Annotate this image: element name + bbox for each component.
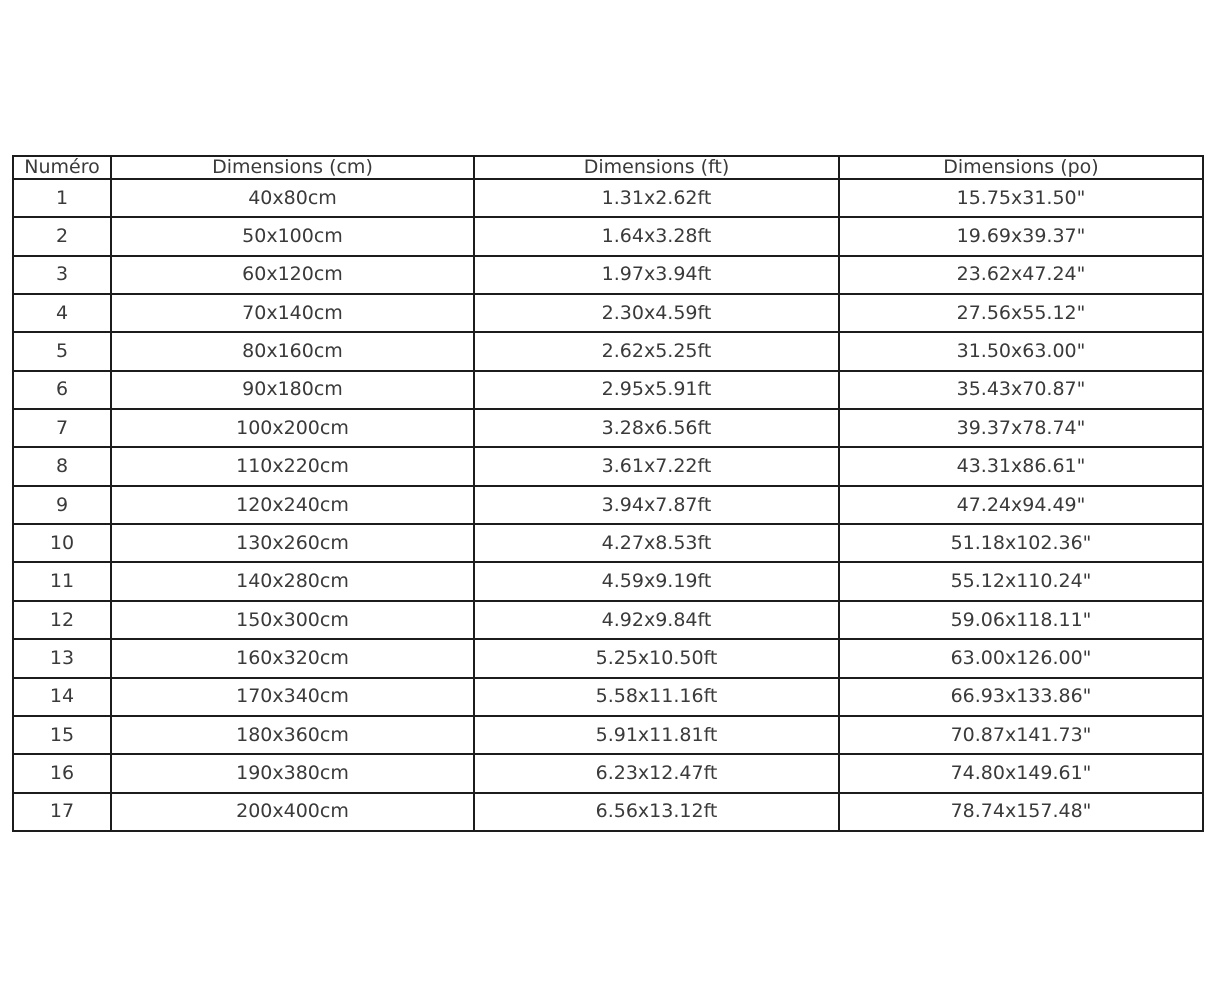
cell-numero: 4 <box>13 294 111 332</box>
cell-dimensions-cm: 40x80cm <box>111 179 474 217</box>
cell-numero: 8 <box>13 447 111 485</box>
cell-dimensions-po: 23.62x47.24" <box>839 256 1203 294</box>
cell-numero: 15 <box>13 716 111 754</box>
cell-dimensions-ft: 1.64x3.28ft <box>474 217 839 255</box>
table-row <box>13 371 1203 409</box>
cell-dimensions-ft: 2.62x5.25ft <box>474 332 839 370</box>
cell-dimensions-ft: 2.95x5.91ft <box>474 371 839 409</box>
cell-dimensions-cm: 200x400cm <box>111 793 474 831</box>
cell-dimensions-ft: 4.92x9.84ft <box>474 601 839 639</box>
header-dimensions-ft: Dimensions (ft) <box>474 156 839 179</box>
cell-dimensions-cm: 110x220cm <box>111 447 474 485</box>
cell-dimensions-po: 31.50x63.00" <box>839 332 1203 370</box>
cell-dimensions-ft: 2.30x4.59ft <box>474 294 839 332</box>
cell-dimensions-ft: 4.27x8.53ft <box>474 524 839 562</box>
table-row <box>13 562 1203 600</box>
cell-dimensions-po: 39.37x78.74" <box>839 409 1203 447</box>
cell-dimensions-cm: 160x320cm <box>111 639 474 677</box>
table-row <box>13 716 1203 754</box>
cell-dimensions-ft: 3.28x6.56ft <box>474 409 839 447</box>
cell-dimensions-po: 15.75x31.50" <box>839 179 1203 217</box>
table-body <box>13 179 1203 831</box>
cell-numero: 16 <box>13 754 111 792</box>
cell-dimensions-po: 70.87x141.73" <box>839 716 1203 754</box>
cell-dimensions-ft: 6.56x13.12ft <box>474 793 839 831</box>
cell-dimensions-ft: 4.59x9.19ft <box>474 562 839 600</box>
cell-numero: 11 <box>13 562 111 600</box>
table-row <box>13 256 1203 294</box>
table-row <box>13 217 1203 255</box>
cell-numero: 3 <box>13 256 111 294</box>
cell-dimensions-ft: 5.58x11.16ft <box>474 678 839 716</box>
cell-dimensions-cm: 180x360cm <box>111 716 474 754</box>
cell-numero: 12 <box>13 601 111 639</box>
cell-dimensions-po: 63.00x126.00" <box>839 639 1203 677</box>
cell-dimensions-cm: 170x340cm <box>111 678 474 716</box>
cell-dimensions-cm: 100x200cm <box>111 409 474 447</box>
table-row <box>13 447 1203 485</box>
table-row <box>13 793 1203 831</box>
cell-dimensions-cm: 70x140cm <box>111 294 474 332</box>
cell-numero: 10 <box>13 524 111 562</box>
cell-dimensions-po: 47.24x94.49" <box>839 486 1203 524</box>
cell-numero: 1 <box>13 179 111 217</box>
cell-dimensions-cm: 140x280cm <box>111 562 474 600</box>
table-row <box>13 524 1203 562</box>
cell-numero: 9 <box>13 486 111 524</box>
cell-numero: 6 <box>13 371 111 409</box>
table-header-row <box>13 156 1203 179</box>
table-row <box>13 409 1203 447</box>
cell-dimensions-ft: 5.25x10.50ft <box>474 639 839 677</box>
cell-dimensions-ft: 1.31x2.62ft <box>474 179 839 217</box>
table-row <box>13 754 1203 792</box>
cell-dimensions-cm: 120x240cm <box>111 486 474 524</box>
cell-dimensions-po: 59.06x118.11" <box>839 601 1203 639</box>
cell-numero: 13 <box>13 639 111 677</box>
cell-numero: 14 <box>13 678 111 716</box>
cell-dimensions-po: 74.80x149.61" <box>839 754 1203 792</box>
cell-dimensions-cm: 50x100cm <box>111 217 474 255</box>
cell-numero: 5 <box>13 332 111 370</box>
cell-dimensions-ft: 3.61x7.22ft <box>474 447 839 485</box>
cell-numero: 7 <box>13 409 111 447</box>
cell-dimensions-cm: 150x300cm <box>111 601 474 639</box>
cell-dimensions-po: 19.69x39.37" <box>839 217 1203 255</box>
table-row <box>13 332 1203 370</box>
cell-dimensions-po: 51.18x102.36" <box>839 524 1203 562</box>
header-dimensions-cm: Dimensions (cm) <box>111 156 474 179</box>
dimensions-table-container <box>12 155 1202 832</box>
cell-dimensions-ft: 1.97x3.94ft <box>474 256 839 294</box>
table-row <box>13 678 1203 716</box>
cell-dimensions-ft: 6.23x12.47ft <box>474 754 839 792</box>
cell-dimensions-cm: 190x380cm <box>111 754 474 792</box>
cell-dimensions-po: 43.31x86.61" <box>839 447 1203 485</box>
cell-dimensions-po: 66.93x133.86" <box>839 678 1203 716</box>
cell-dimensions-po: 78.74x157.48" <box>839 793 1203 831</box>
header-dimensions-po: Dimensions (po) <box>839 156 1203 179</box>
dimensions-conversion-table <box>12 155 1204 832</box>
cell-dimensions-cm: 60x120cm <box>111 256 474 294</box>
table-row <box>13 639 1203 677</box>
header-numero: Numéro <box>13 156 111 179</box>
cell-numero: 2 <box>13 217 111 255</box>
cell-dimensions-po: 55.12x110.24" <box>839 562 1203 600</box>
cell-dimensions-cm: 130x260cm <box>111 524 474 562</box>
cell-dimensions-po: 27.56x55.12" <box>839 294 1203 332</box>
cell-dimensions-ft: 5.91x11.81ft <box>474 716 839 754</box>
cell-dimensions-po: 35.43x70.87" <box>839 371 1203 409</box>
cell-dimensions-cm: 80x160cm <box>111 332 474 370</box>
table-row <box>13 294 1203 332</box>
cell-dimensions-ft: 3.94x7.87ft <box>474 486 839 524</box>
table-row <box>13 179 1203 217</box>
table-row <box>13 486 1203 524</box>
cell-dimensions-cm: 90x180cm <box>111 371 474 409</box>
cell-numero: 17 <box>13 793 111 831</box>
table-row <box>13 601 1203 639</box>
